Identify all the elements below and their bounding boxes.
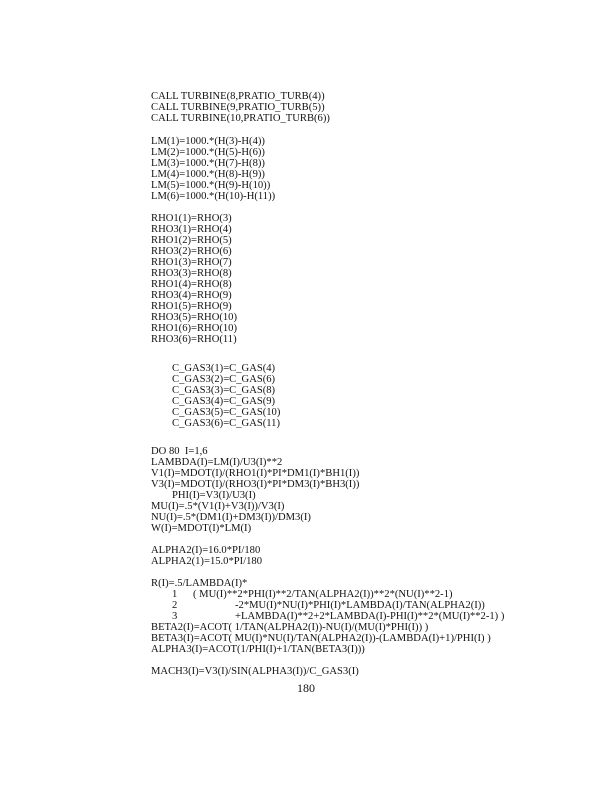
code-line: NU(I)=.5*(DM1(I)+DM3(I))/DM3(I): [151, 512, 311, 523]
loop-block: [151, 446, 359, 534]
continuation-text: -2*MU(I)*NU(I)*PHI(I)*LAMBDA(I)/TAN(ALPHA2(I)): [235, 600, 485, 611]
code-line: RHO3(3)=RHO(8): [151, 268, 232, 279]
code-line: MU(I)=.5*(V1(I)+V3(I))/V3(I): [151, 501, 285, 512]
continuation-line: [151, 589, 504, 600]
code-line: RHO1(5)=RHO(9): [151, 301, 232, 312]
code-line: LM(4)=1000.*(H(8)-H(9)): [151, 169, 265, 180]
code-line: C_GAS3(1)=C_GAS(4): [172, 363, 276, 374]
code-line: RHO3(6)=RHO(11): [151, 334, 237, 345]
code-line: RHO3(1)=RHO(4): [151, 224, 232, 235]
continuation-text: ( MU(I)**2*PHI(I)**2/TAN(ALPHA2(I))**2*(NU(I)**2-1): [193, 589, 453, 600]
turbine-calls: [151, 91, 330, 124]
continuation-line: [151, 611, 504, 622]
continuation-number: 2: [172, 600, 178, 611]
code-line: V3(I)=MDOT(I)/(RHO3(I)*PI*DM3(I)*BH3(I)): [151, 479, 360, 490]
continuation-number: 1: [172, 589, 178, 600]
code-line: LAMBDA(I)=LM(I)/U3(I)**2: [151, 457, 283, 468]
continuation-number: 3: [172, 611, 178, 622]
code-line: C_GAS3(3)=C_GAS(8): [172, 385, 276, 396]
code-line: LM(3)=1000.*(H(7)-H(8)): [151, 158, 265, 169]
continuation-text: +LAMBDA(I)**2+2*LAMBDA(I)-PHI(I)**2*(MU(I)**2-1) ): [235, 611, 505, 622]
code-line: LM(6)=1000.*(H(10)-H(11)): [151, 191, 276, 202]
code-line: C_GAS3(4)=C_GAS(9): [172, 396, 276, 407]
code-line: RHO1(4)=RHO(8): [151, 279, 232, 290]
code-line: BETA2(I)=ACOT( 1/TAN(ALPHA2(I))-NU(I)/(MU(I)*PHI(I)) ): [151, 622, 429, 633]
code-line: RHO3(5)=RHO(10): [151, 312, 238, 323]
code-line: ALPHA2(1)=15.0*PI/180: [151, 556, 263, 567]
code-line: RHO3(4)=RHO(9): [151, 290, 232, 301]
code-line: LM(1)=1000.*(H(3)-H(4)): [151, 136, 265, 147]
code-line: RHO1(1)=RHO(3): [151, 213, 232, 224]
code-line: RHO1(6)=RHO(10): [151, 323, 238, 334]
code-line: V1(I)=MDOT(I)/(RHO1(I)*PI*DM1(I)*BH1(I)): [151, 468, 360, 479]
code-line: LM(5)=1000.*(H(9)-H(10)): [151, 180, 271, 191]
continuation-line: [151, 600, 504, 611]
code-line: W(I)=MDOT(I)*LM(I): [151, 523, 252, 534]
code-line: PHI(I)=V3(I)/U3(I): [172, 490, 256, 501]
code-line: R(I)=.5/LAMBDA(I)*: [151, 578, 248, 589]
code-line: RHO1(3)=RHO(7): [151, 257, 232, 268]
rho-block: [151, 213, 237, 345]
code-line: MACH3(I)=V3(I)/SIN(ALPHA3(I))/C_GAS3(I): [151, 666, 359, 677]
code-line: DO 80 I=1,6: [151, 446, 208, 457]
code-line: CALL TURBINE(9,PRATIO_TURB(5)): [151, 102, 325, 113]
lm-block: [151, 136, 275, 202]
cgas-block: [151, 363, 280, 429]
code-line: C_GAS3(6)=C_GAS(11): [172, 418, 280, 429]
code-line: ALPHA3(I)=ACOT(1/PHI(I)+1/TAN(BETA3(I))): [151, 644, 365, 655]
code-line: ALPHA2(I)=16.0*PI/180: [151, 545, 261, 556]
mach-block: [151, 666, 359, 677]
page-number: 180: [297, 681, 315, 695]
code-line: C_GAS3(5)=C_GAS(10): [172, 407, 281, 418]
code-line: BETA3(I)=ACOT( MU(I)*NU(I)/TAN(ALPHA2(I))-(LAMBDA(I)+1)/PHI(I) ): [151, 633, 491, 644]
r-block: [151, 578, 504, 655]
alpha-block: [151, 545, 262, 567]
code-line: CALL TURBINE(8,PRATIO_TURB(4)): [151, 91, 325, 102]
code-line: C_GAS3(2)=C_GAS(6): [172, 374, 276, 385]
code-line: CALL TURBINE(10,PRATIO_TURB(6)): [151, 113, 330, 124]
code-line: RHO1(2)=RHO(5): [151, 235, 232, 246]
code-line: LM(2)=1000.*(H(5)-H(6)): [151, 147, 265, 158]
code-line: RHO3(2)=RHO(6): [151, 246, 232, 257]
